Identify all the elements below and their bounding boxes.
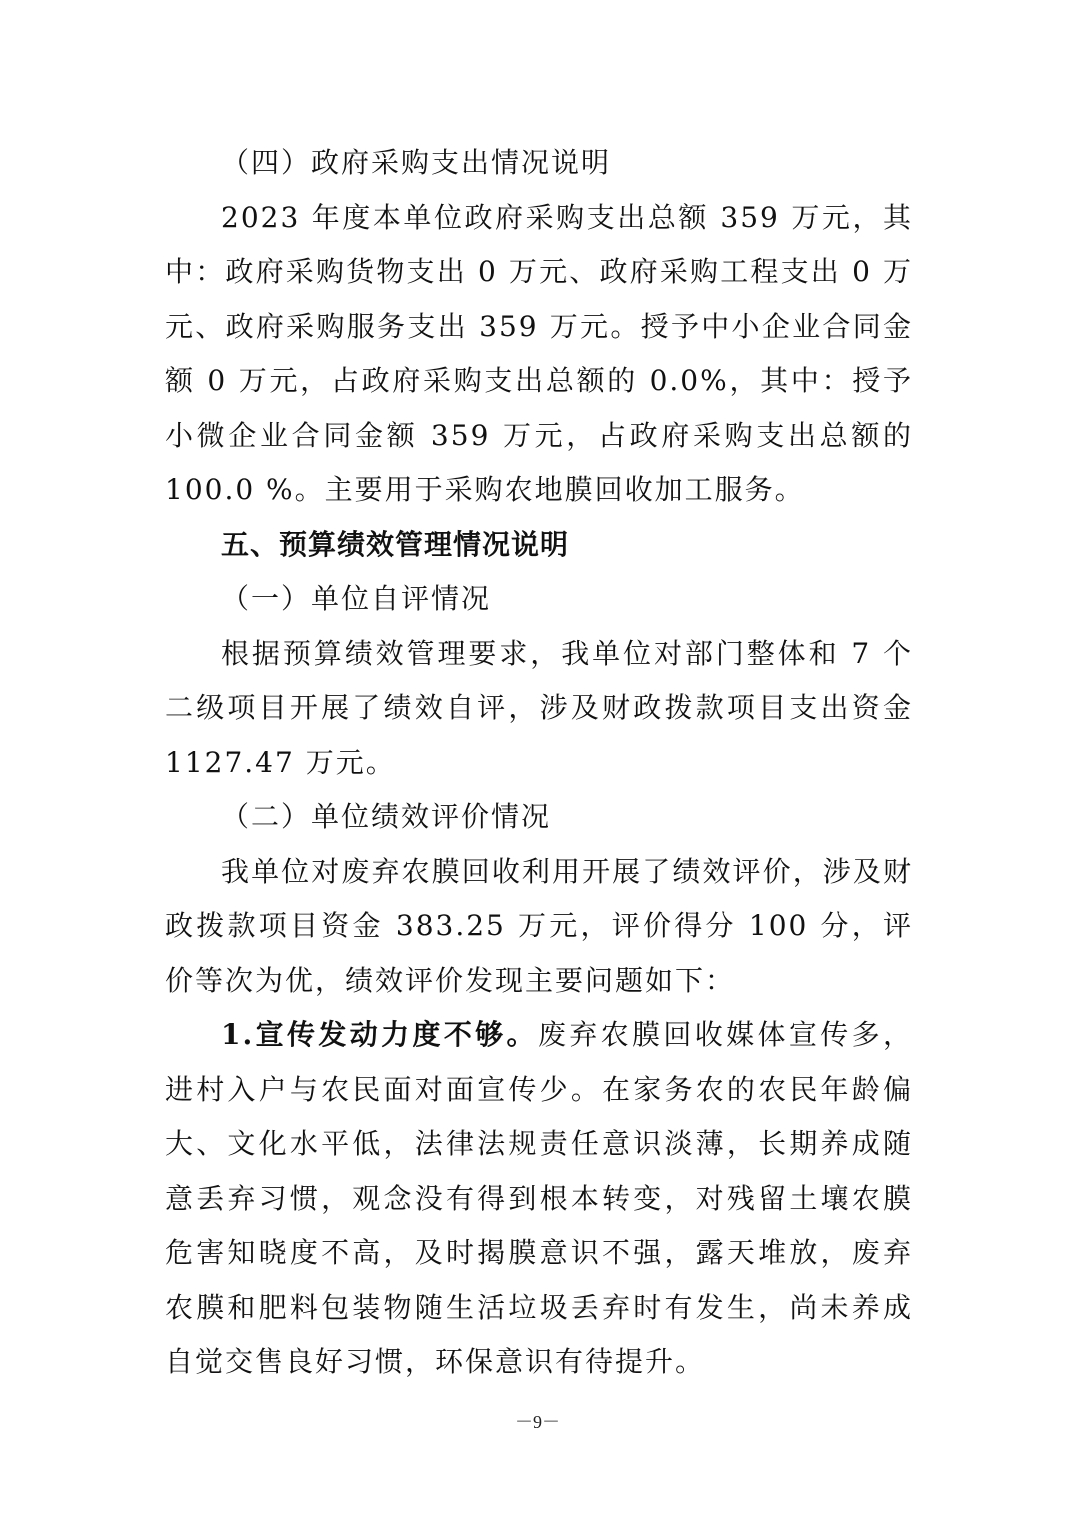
document-body — [165, 136, 913, 1390]
issue1-paragraph — [165, 1008, 913, 1390]
section4-paragraph: 2023 年度本单位政府采购支出总额 359 万元，其中：政府采购货物支出 0 万元、政府采购工程支出 0 万元、政府采购服务支出 359 万元。授予中小企业合同金额 0 万元，占政府采购支出总额的 0.0%，其中：授予小微企业合同金额 359 万元，占政府采购支出总额的 100.0 %。主要用于采购农地膜回收加工服务。 — [165, 200, 913, 506]
sub2-heading: （二）单位绩效评价情况 — [221, 800, 552, 833]
page-number: －9－ — [515, 1412, 560, 1432]
section4-heading: （四）政府采购支出情况说明 — [221, 146, 612, 179]
sub1-heading: （一）单位自评情况 — [221, 582, 492, 615]
issue1-lead: 1.宣传发动力度不够。 — [221, 1018, 538, 1051]
sub2-paragraph: 我单位对废弃农膜回收利用开展了绩效评价，涉及财政拨款项目资金 383.25 万元，评价得分 100 分，评价等次为优，绩效评价发现主要问题如下： — [165, 854, 913, 997]
sub1-paragraph: 根据预算绩效管理要求，我单位对部门整体和 7 个二级项目开展了绩效自评，涉及财政拨款项目支出资金 1127.47 万元。 — [165, 636, 913, 779]
issue1-text: 废弃农膜回收媒体宣传多，进村入户与农民面对面宣传少。在家务农的农民年龄偏大、文化水平低，法律法规责任意识淡薄，长期养成随意丢弃习惯，观念没有得到根本转变，对残留土壤农膜危害知晓度不高，及时揭膜意识不强，露天堆放，废弃农膜和肥料包装物随生活垃圾丢弃时有发生，尚未养成自觉交售良好习惯，环保意识有待提升。 — [165, 1018, 913, 1378]
chapter5-heading: 五、预算绩效管理情况说明 — [221, 527, 570, 561]
